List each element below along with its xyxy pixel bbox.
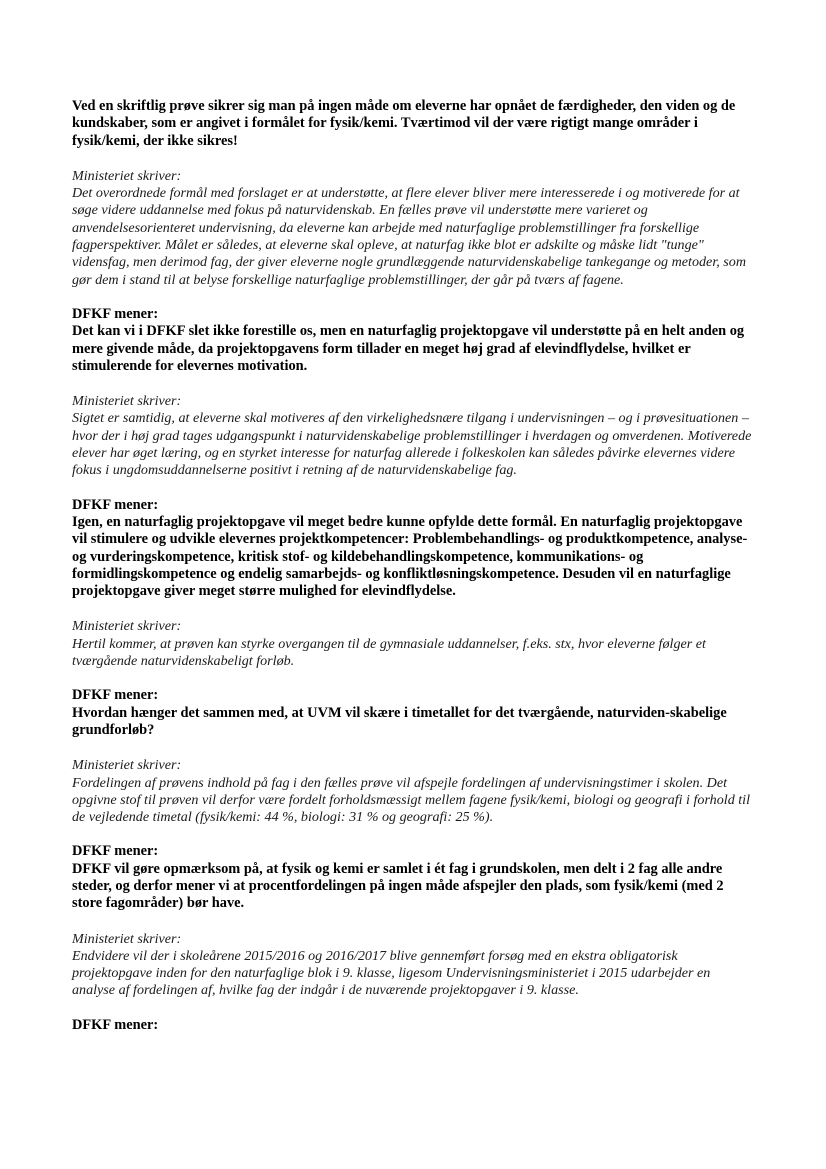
response-text: DFKF vil gøre opmærksom på, at fysik og kemi er samlet i ét fag i grundskolen, men delt i 2 fag alle andre steder, og derfor mener vi at procentfordelingen på ingen måde afspejler den plads, som fysik/kemi (med 2 store fagområder) bør have. [72,860,724,912]
response-heading: DFKF mener: [72,687,159,704]
quote-text: Sigtet er samtidig, at eleverne skal motiveres af den virkelighedsnære tilgang i undervisningen – og i prøvesituationen – hvor der i høj grad tages udgangspunkt i naturvidenskabelige problemstillinger i hverdagen og omverdenen. Motiverede elever har øget læring, og en styrket interesse for naturfag allerede i folkeskolen kan således påvirke elevernes videre fokus i ungdomsuddannelserne positivt i retning af de naturvidenskabelige fag. [72,410,752,479]
dfkf-response-2 [72,497,752,601]
quote-text: Hertil kommer, at prøven kan styrke overgangen til de gymnasiale uddannelser, f.eks. stx, hvor eleverne følger et tværgående naturvidenskabeligt forløb. [72,635,706,670]
response-heading: DFKF mener: [72,305,159,322]
dfkf-response-3 [72,687,752,739]
ministry-quote-1 [72,168,752,289]
intro-paragraph: Ved en skriftlig prøve sikrer sig man på ingen måde om eleverne har opnået de færdigheder, den viden og de kundskaber, som er angivet i formålet for fysik/kemi. Tværtimod vil der være rigtigt mange områder i fysik/kemi, der ikke sikres! [72,98,736,149]
response-text: Igen, en naturfaglig projektopgave vil meget bedre kunne opfylde dette formål. En naturfaglig projektopgave vil stimulere og udvikle elevernes projektkompetencer: Problembehandlings- og produktkompetence, analyse- og vurderingskompetence, kritisk stof- og kildebehandlingskompetence, kommunikations- og formidlingskompetence og endelig samarbejds- og konfliktløsningskompetence. Desuden vil en naturfaglige projektopgave giver meget større mulighed for elevindflydelse. [72,513,748,600]
response-text: Hvordan hænger det sammen med, at UVM vil skære i timetallet for det tværgående, naturviden-skabelige grundforløb? [72,704,727,738]
ministry-quote-5 [72,931,752,1000]
response-heading: DFKF mener: [72,1016,159,1033]
quote-text: Endvidere vil der i skoleårene 2015/2016 og 2016/2017 blive gennemført forsøg med en ekstra obligatorisk projektopgave inden for den naturfaglige blok i 9. klasse, ligesom Undervisningsministeriet i 2015 udarbejder en analyse af fordelingen af, hvilke fag der indgår i de nuværende projektopgaver i 9. klasse. [72,947,711,999]
response-text: Det kan vi i DFKF slet ikke forestille os, men en naturfaglig projektopgave vil understøtte på en helt anden og mere givende måde, da projektopgavens form tillader en meget høj grad af elevindflydelse, hvilket er stimulerende for elevernes motivation. [72,323,745,374]
ministry-quote-3 [72,618,752,670]
quote-label: Ministeriet skriver: [72,757,182,774]
dfkf-response-1 [72,306,752,375]
quote-label: Ministeriet skriver: [72,930,182,947]
response-heading: DFKF mener: [72,843,159,860]
ministry-quote-4 [72,757,752,826]
quote-label: Ministeriet skriver: [72,618,182,635]
document-body [72,98,752,1034]
quote-label: Ministeriet skriver: [72,167,182,184]
response-heading: DFKF mener: [72,496,159,513]
quote-label: Ministeriet skriver: [72,393,182,410]
quote-text: Fordelingen af prøvens indhold på fag i den fælles prøve vil afspejle fordelingen af undervisningstimer i skolen. Det opgivne stof til prøven vil derfor være fordelt forholdsmæssigt mellem fagene fysik/kemi, biologi og geografi i forhold til de vejledende timetal (fysik/kemi: 44 %, biologi: 31 % og geografi: 25 %). [72,774,751,826]
ministry-quote-2 [72,393,752,479]
dfkf-response-5 [72,1017,752,1034]
quote-text: Det overordnede formål med forslaget er at understøtte, at flere elever bliver mere interesserede i og motiverede for at søge videre uddannelse med fokus på naturvidenskab. En fælles prøve vil understøtte mere varieret og anvendelsesorienteret undervisning, da eleverne kan arbejde med naturfaglige problemstillinger fra forskellige fagperspektiver. Målet er således, at eleverne skal opleve, at naturfag ikke blot er adskilte og måske lidt "tunge" vidensfag, men derimod fag, der giver eleverne nogle grundlæggende naturvidenskabelige tankegange og metoder, som gør dem i stand til at belyse forskellige naturfaglige problemstillinger, der går på tværs af fagene. [72,185,746,288]
dfkf-response-4 [72,843,752,912]
